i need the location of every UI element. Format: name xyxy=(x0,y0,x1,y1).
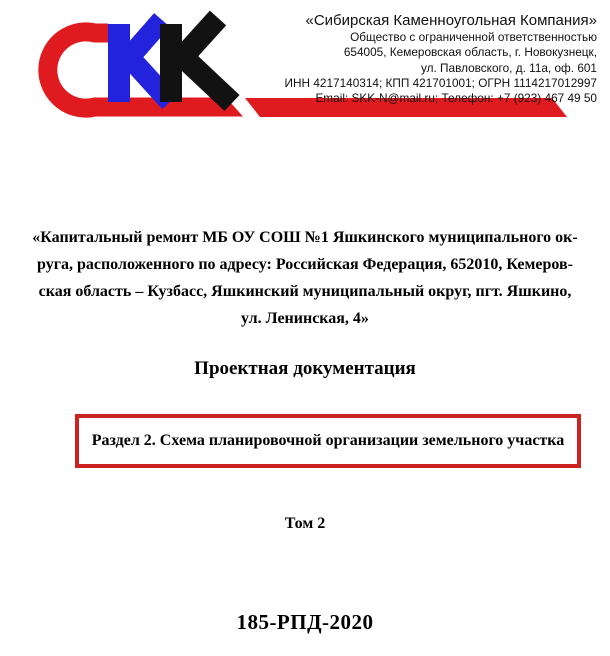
company-info-line: ИНН 4217140314; КПП 421701001; ОГРН 1114217012997 xyxy=(284,75,597,90)
project-title-line: ул. Ленинская, 4» xyxy=(241,310,369,327)
company-info-line: Email: SKK-N@mail.ru; Телефон: +7 (923) 467 49 50 xyxy=(315,91,597,106)
company-info-block xyxy=(285,12,597,106)
logo-letter-k-black xyxy=(171,18,232,103)
document-type-heading: Проектная документация xyxy=(194,358,416,379)
company-name: «Сибирская Каменноугольная Компания» xyxy=(305,12,597,29)
company-info-line: ул. Павловского, д. 11а, оф. 601 xyxy=(420,60,597,75)
section-title: Раздел 2. Схема планировочной организации земельного участка xyxy=(91,432,565,449)
project-title-line: руга, расположенного по адресу: Российская Федерация, 652010, Кемеров- xyxy=(37,256,573,273)
document-code: 185-РПД-2020 xyxy=(236,610,374,634)
project-title-line: ская область – Кузбасс, Яшкинский муниципальный округ, пгт. Яшкино, xyxy=(38,283,572,300)
project-title xyxy=(30,224,580,332)
company-info-line: 654005, Кемеровская область, г. Новокузнецк, xyxy=(343,45,597,60)
company-info-line: Общество с ограниченной ответственностью xyxy=(350,30,597,44)
section-box xyxy=(75,414,581,468)
volume-label: Том 2 xyxy=(284,515,326,532)
project-title-line: «Капитальный ремонт МБ ОУ СОШ №1 Яшкинского муниципального ок- xyxy=(32,229,578,246)
